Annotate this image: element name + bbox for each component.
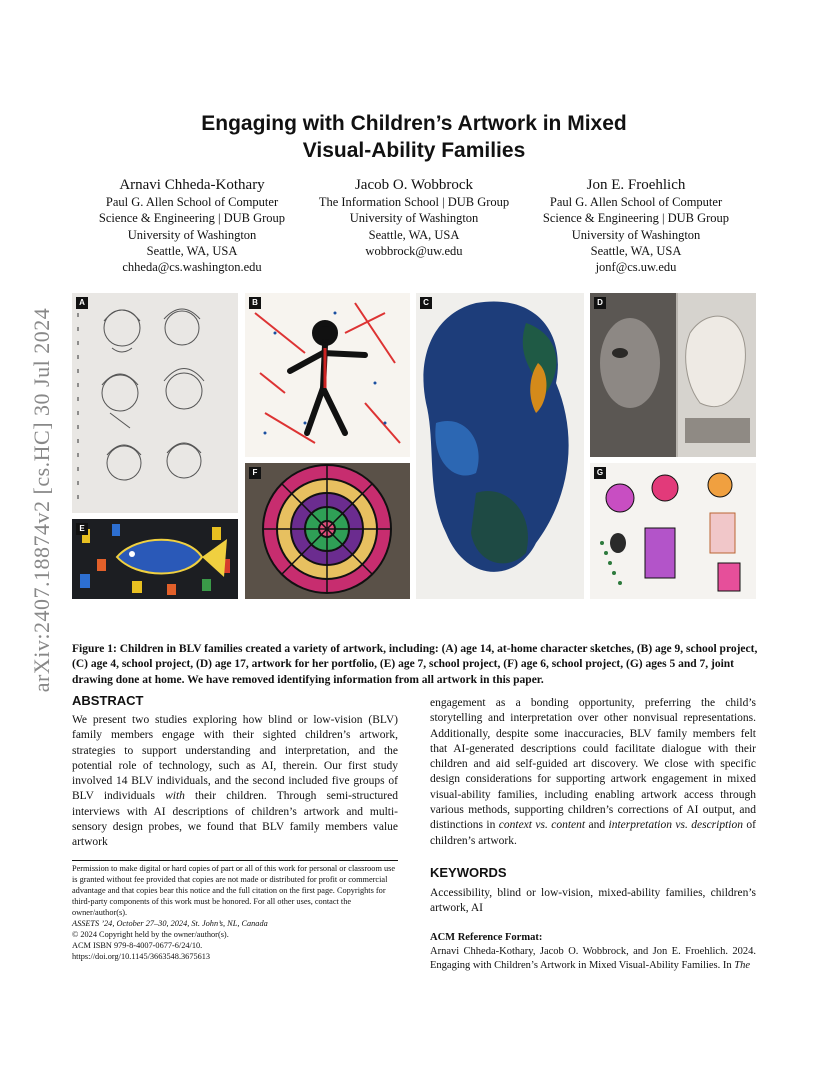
isbn-text: ACM ISBN 979-8-4007-0677-6/24/10. <box>72 941 203 950</box>
author-university: University of Washington <box>349 211 479 226</box>
figure-panel-a <box>72 293 238 513</box>
abstract-emphasis: context vs. content <box>498 819 586 832</box>
figure-panel-b <box>245 293 410 457</box>
mandala-image <box>245 463 410 599</box>
author-university: University of Washington <box>127 227 257 242</box>
author-university: University of Washington <box>571 227 701 242</box>
abstract-text-left <box>72 713 398 851</box>
keywords-heading: KEYWORDS <box>430 864 507 880</box>
author-block-2 <box>294 176 534 259</box>
abstract-section <box>72 693 398 851</box>
author-city: Seattle, WA, USA <box>368 227 460 242</box>
school-project-image <box>245 293 410 457</box>
panel-label: A <box>76 297 88 309</box>
panel-label: G <box>594 467 606 479</box>
abstract-text: of children’s artwork. <box>430 819 756 847</box>
author-block-3 <box>516 176 756 275</box>
keywords-text: Accessibility, blind or low-vision, mixed-ability families, children’s artwork, AI <box>430 886 756 915</box>
acm-reference-text <box>430 945 756 973</box>
abstract-heading: ABSTRACT <box>72 693 144 708</box>
figure-panel-g <box>590 463 756 599</box>
paper-title <box>120 110 708 164</box>
author-city: Seattle, WA, USA <box>590 243 682 258</box>
abstract-text: engagement as a bonding opportunity, preferring the child’s storytelling and interpretation over other nonvisual representations. Additionally, despite some inaccuracies, BLV family members felt that AI-generated descriptions could facilitate dialogue with their children and aid self-guided art discovery. We close with specific design considerations for supporting artwork engagement in mixed visual-ability families, including enabling artwork access through various methods, supporting children’s corrections of AI output, and distinctions in <box>430 697 756 832</box>
author-email: jonf@cs.uw.edu <box>595 260 677 275</box>
author-name: Jacob O. Wobbrock <box>354 177 474 193</box>
figure-caption: Figure 1: Children in BLV families created a variety of artwork, including: (A) age 14, at-home character sketches, (B) age 9, school project, (C) age 4, school project, (D) age 17, artwork for her portfolio, (E) age 7, school project, (F) age 6, school project, (G) ages 5 and 7, joint drawing done at home. We have removed identifying information from all artwork in this paper. <box>72 643 758 686</box>
author-city: Seattle, WA, USA <box>146 243 238 258</box>
figure-panel-f <box>245 463 410 599</box>
abstract-text: and <box>585 819 609 832</box>
fish-collage-image <box>72 519 238 599</box>
author-name: Jon E. Froehlich <box>586 177 686 193</box>
panel-label: C <box>420 297 432 309</box>
painting-image <box>416 293 584 599</box>
permission-text: Permission to make digital or hard copies of part or all of this work for personal or classroom use is granted without fee provided that copies are not made or distributed for profit or commercial advantage and that copies bear this notice and the full citation on the first page. Copyrights for third-party components of this work must be honored. For all other uses, contact the owner/author(s). <box>72 864 396 917</box>
abstract-emphasis: with <box>165 790 185 803</box>
acm-reference-heading: ACM Reference Format: <box>430 931 543 943</box>
author-affiliation: The Information School | DUB Group <box>318 195 510 209</box>
panel-label: E <box>76 523 88 535</box>
panel-label: B <box>249 297 261 309</box>
portfolio-image <box>590 293 756 457</box>
figure-panel-d <box>590 293 756 457</box>
panel-label: D <box>594 297 606 309</box>
title-line-1: Engaging with Children’s Artwork in Mixed <box>201 112 627 135</box>
author-affiliation: Science & Engineering | DUB Group <box>98 211 286 226</box>
author-email: wobbrock@uw.edu <box>365 243 463 258</box>
arxiv-sidebar <box>22 290 62 710</box>
author-affiliation: Science & Engineering | DUB Group <box>542 211 730 226</box>
abstract-text: We present two studies exploring how blind or low-vision (BLV) family members engage with their sighted children’s artwork, strategies to support understanding and interpretation, and the potential role of technology, such as AI, therein. Our first study involved 14 BLV individuals, and the second included five groups of BLV individuals <box>72 714 398 803</box>
right-column <box>430 696 756 973</box>
sketch-image <box>72 293 238 513</box>
panel-label: F <box>249 467 261 479</box>
abstract-emphasis: interpretation vs. description <box>608 819 743 832</box>
figure-panel-e <box>72 519 238 599</box>
footnote-rule <box>72 860 398 861</box>
author-email: chheda@cs.washington.edu <box>122 260 262 275</box>
arxiv-id: arXiv:2407.18874v2 [cs.HC] 30 Jul 2024 <box>29 307 54 693</box>
author-name: Arnavi Chheda-Kothary <box>119 177 265 193</box>
title-line-2: Visual-Ability Families <box>302 139 526 162</box>
abstract-text: their children. Through semi-structured interviews with AI descriptions of children’s artwork and multi-sensory design probes, we found that BLV family members value artwork <box>72 790 398 849</box>
author-block-1 <box>72 176 312 275</box>
permission-footnote <box>72 860 398 962</box>
acm-reference-emphasis: The <box>734 959 750 971</box>
figure-panel-c <box>416 293 584 599</box>
acm-reference-body: Arnavi Chheda-Kothary, Jacob O. Wobbrock, and Jon E. Froehlich. 2024. Engaging with Children’s Artwork in Mixed Visual-Ability Families. In <box>430 945 756 971</box>
venue-text: ASSETS ’24, October 27–30, 2024, St. John’s, NL, Canada <box>72 919 268 928</box>
copyright-text: © 2024 Copyright held by the owner/author(s). <box>72 930 229 939</box>
doi-link[interactable]: https://doi.org/10.1145/3663548.3675613 <box>72 952 211 961</box>
abstract-text-right <box>430 696 756 849</box>
author-affiliation: Paul G. Allen School of Computer <box>549 195 723 209</box>
joint-drawing-image <box>590 463 756 599</box>
author-affiliation: Paul G. Allen School of Computer <box>105 195 279 209</box>
